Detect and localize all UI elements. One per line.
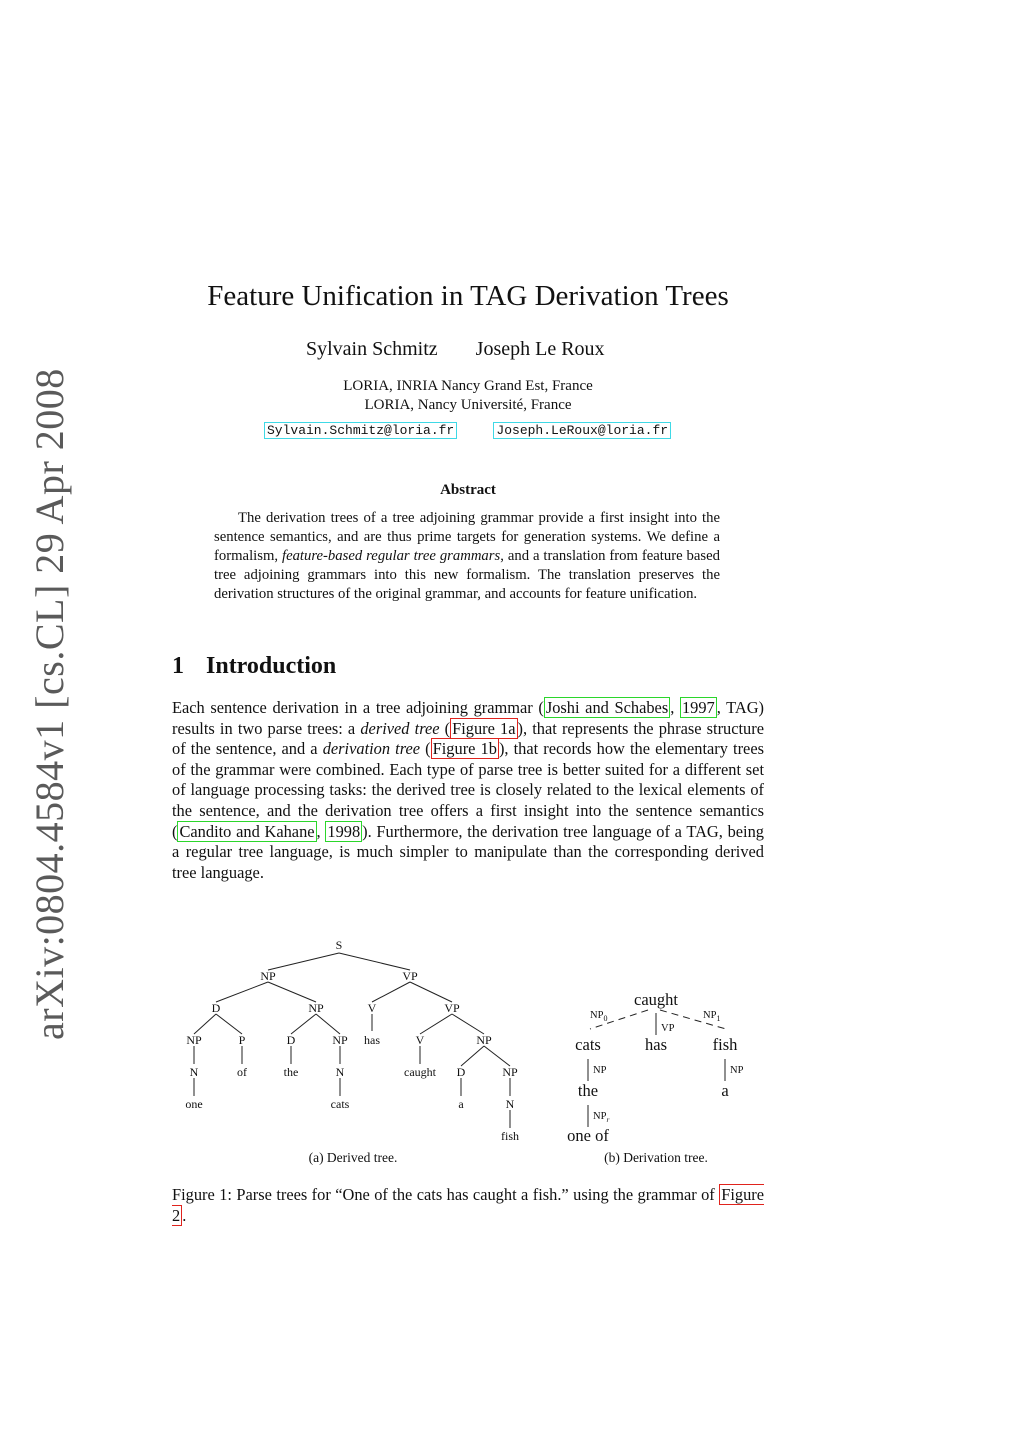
tree-node: V: [415, 1033, 425, 1047]
derivation-node: caught: [634, 990, 678, 1009]
text: , TAG) results in two parse trees: a: [172, 698, 764, 738]
section-title: Introduction: [206, 653, 337, 679]
caption-text: Figure 1: Parse trees for “One of the cats has caught a fish.” using the grammar of: [172, 1185, 720, 1204]
tree-node: NP: [308, 1001, 324, 1015]
svg-text:NP1: [703, 1010, 720, 1023]
abstract-emphasis: feature-based regular tree grammars: [281, 548, 501, 564]
abstract-text: , and a translation from feature based tree adjoining grammars into this new formalism. The translation preserves the derivation structures of the original grammar, and accounts for feature unification.: [214, 548, 720, 602]
emphasis: derived tree: [360, 718, 440, 738]
abstract-body: [214, 509, 720, 604]
author-name: Sylvain Schmitz: [306, 338, 438, 360]
citation-link[interactable]: 1997: [681, 698, 715, 717]
figure-ref-link[interactable]: Figure 2: [172, 1185, 764, 1225]
tree-leaf: of: [237, 1065, 247, 1079]
figure-caption: [172, 1185, 764, 1226]
edge-label: NP: [593, 1111, 607, 1122]
tree-node: P: [238, 1033, 246, 1047]
tree-node: NP: [332, 1033, 348, 1047]
text: ), that records how the elementary trees of the grammar were combined. Each type of parse tree is better suited for a different set of language processing tasks: the derived tree is closely related to the lexical elements of the sentence, and the derivation tree offers a first insight into the sentence semantics (: [172, 739, 764, 841]
derivation-node: cats: [575, 1035, 601, 1054]
tree-node: D: [211, 1001, 221, 1015]
citation-link[interactable]: Candito and Kahane: [179, 821, 315, 841]
text: ,: [670, 698, 680, 717]
edge-label-subscript: 1: [716, 1014, 721, 1023]
tree-leaf: the: [283, 1065, 299, 1079]
affiliation: LORIA, INRIA Nancy Grand Est, France: [343, 378, 593, 394]
tree-leaf: one: [185, 1097, 203, 1111]
section-number: 1: [172, 653, 184, 679]
emphasis: derivation tree: [322, 739, 421, 759]
section-heading: [172, 653, 336, 680]
tree-node: NP: [260, 969, 276, 983]
tree-node: D: [456, 1065, 466, 1079]
text: ,: [316, 821, 326, 841]
tree-node: NP: [476, 1033, 492, 1047]
tree-leaf: caught: [404, 1065, 436, 1079]
caption-text: .: [182, 1205, 187, 1225]
email-row: [264, 419, 671, 438]
tree-node: V: [367, 1001, 377, 1015]
text: ). Furthermore, the derivation tree language of a TAG, being a regular tree language, is much simpler to manipulate than the corresponding derived tree language.: [172, 821, 764, 882]
text: ), that represents the phrase structure of the sentence, and a: [172, 718, 764, 759]
svg-text:NP0: [590, 1010, 607, 1023]
arxiv-identifier: arXiv:0804.4584v1 [cs.CL] 29 Apr 2008: [27, 368, 72, 1040]
derivation-tree-edges: [588, 1010, 726, 1127]
tree-node: VP: [402, 969, 418, 983]
intro-paragraph: [172, 698, 764, 883]
edge-label: NP: [730, 1065, 744, 1076]
abstract-text: The derivation trees of a tree adjoining grammar provide a first insight into the sentence semantics, and are thus prime targets for generation systems. We define a formalism,: [214, 510, 720, 564]
figure-1: [170, 930, 770, 1175]
edge-label: NP: [593, 1065, 607, 1076]
figure-ref-link[interactable]: Figure 1a: [452, 718, 516, 738]
tree-node: N: [335, 1065, 345, 1079]
tree-node: D: [286, 1033, 296, 1047]
derivation-node: has: [645, 1035, 667, 1054]
edge-label-subscript: 0: [603, 1014, 608, 1023]
edge-label: NP: [590, 1010, 604, 1021]
tree-node: NP: [502, 1065, 518, 1079]
tree-node: N: [189, 1065, 199, 1079]
paper-title: Feature Unification in TAG Derivation Trees: [207, 280, 729, 312]
tree-node: VP: [444, 1001, 460, 1015]
text: Each sentence derivation in a tree adjoining grammar (: [172, 698, 544, 717]
affiliation: LORIA, Nancy Université, France: [364, 397, 572, 413]
abstract-heading: Abstract: [440, 482, 496, 498]
tree-node: N: [505, 1097, 515, 1111]
derivation-node: one of: [567, 1126, 609, 1145]
text: (: [439, 718, 451, 738]
email-link[interactable]: Sylvain.Schmitz@loria.fr: [264, 422, 457, 439]
figure-ref-link[interactable]: Figure 1b: [432, 739, 497, 759]
tree-leaf: cats: [330, 1097, 350, 1111]
tree-leaf: a: [458, 1097, 464, 1111]
derivation-node: fish: [712, 1035, 738, 1054]
subfigure-caption: (a) Derived tree.: [308, 1150, 398, 1165]
edge-label: VP: [661, 1023, 675, 1034]
citation-link[interactable]: Joshi and Schabes: [545, 698, 669, 717]
derived-tree-nodes: [185, 938, 519, 1143]
derivation-node: the: [577, 1081, 599, 1100]
author-list: [306, 338, 643, 361]
tree-leaf: fish: [501, 1129, 519, 1143]
subfigure-caption: (b) Derivation tree.: [604, 1150, 708, 1165]
author-name: Joseph Le Roux: [475, 338, 605, 360]
text: (: [420, 739, 431, 759]
tree-node: S: [335, 938, 343, 952]
edge-label: NP: [703, 1010, 717, 1021]
citation-link[interactable]: 1998: [327, 821, 361, 841]
svg-text:NPr: [593, 1111, 609, 1124]
edge-label-subscript: r: [606, 1115, 610, 1124]
tree-node: NP: [186, 1033, 202, 1047]
derivation-node: a: [721, 1081, 729, 1100]
email-link[interactable]: Joseph.LeRoux@loria.fr: [493, 422, 671, 439]
tree-leaf: has: [364, 1033, 380, 1047]
